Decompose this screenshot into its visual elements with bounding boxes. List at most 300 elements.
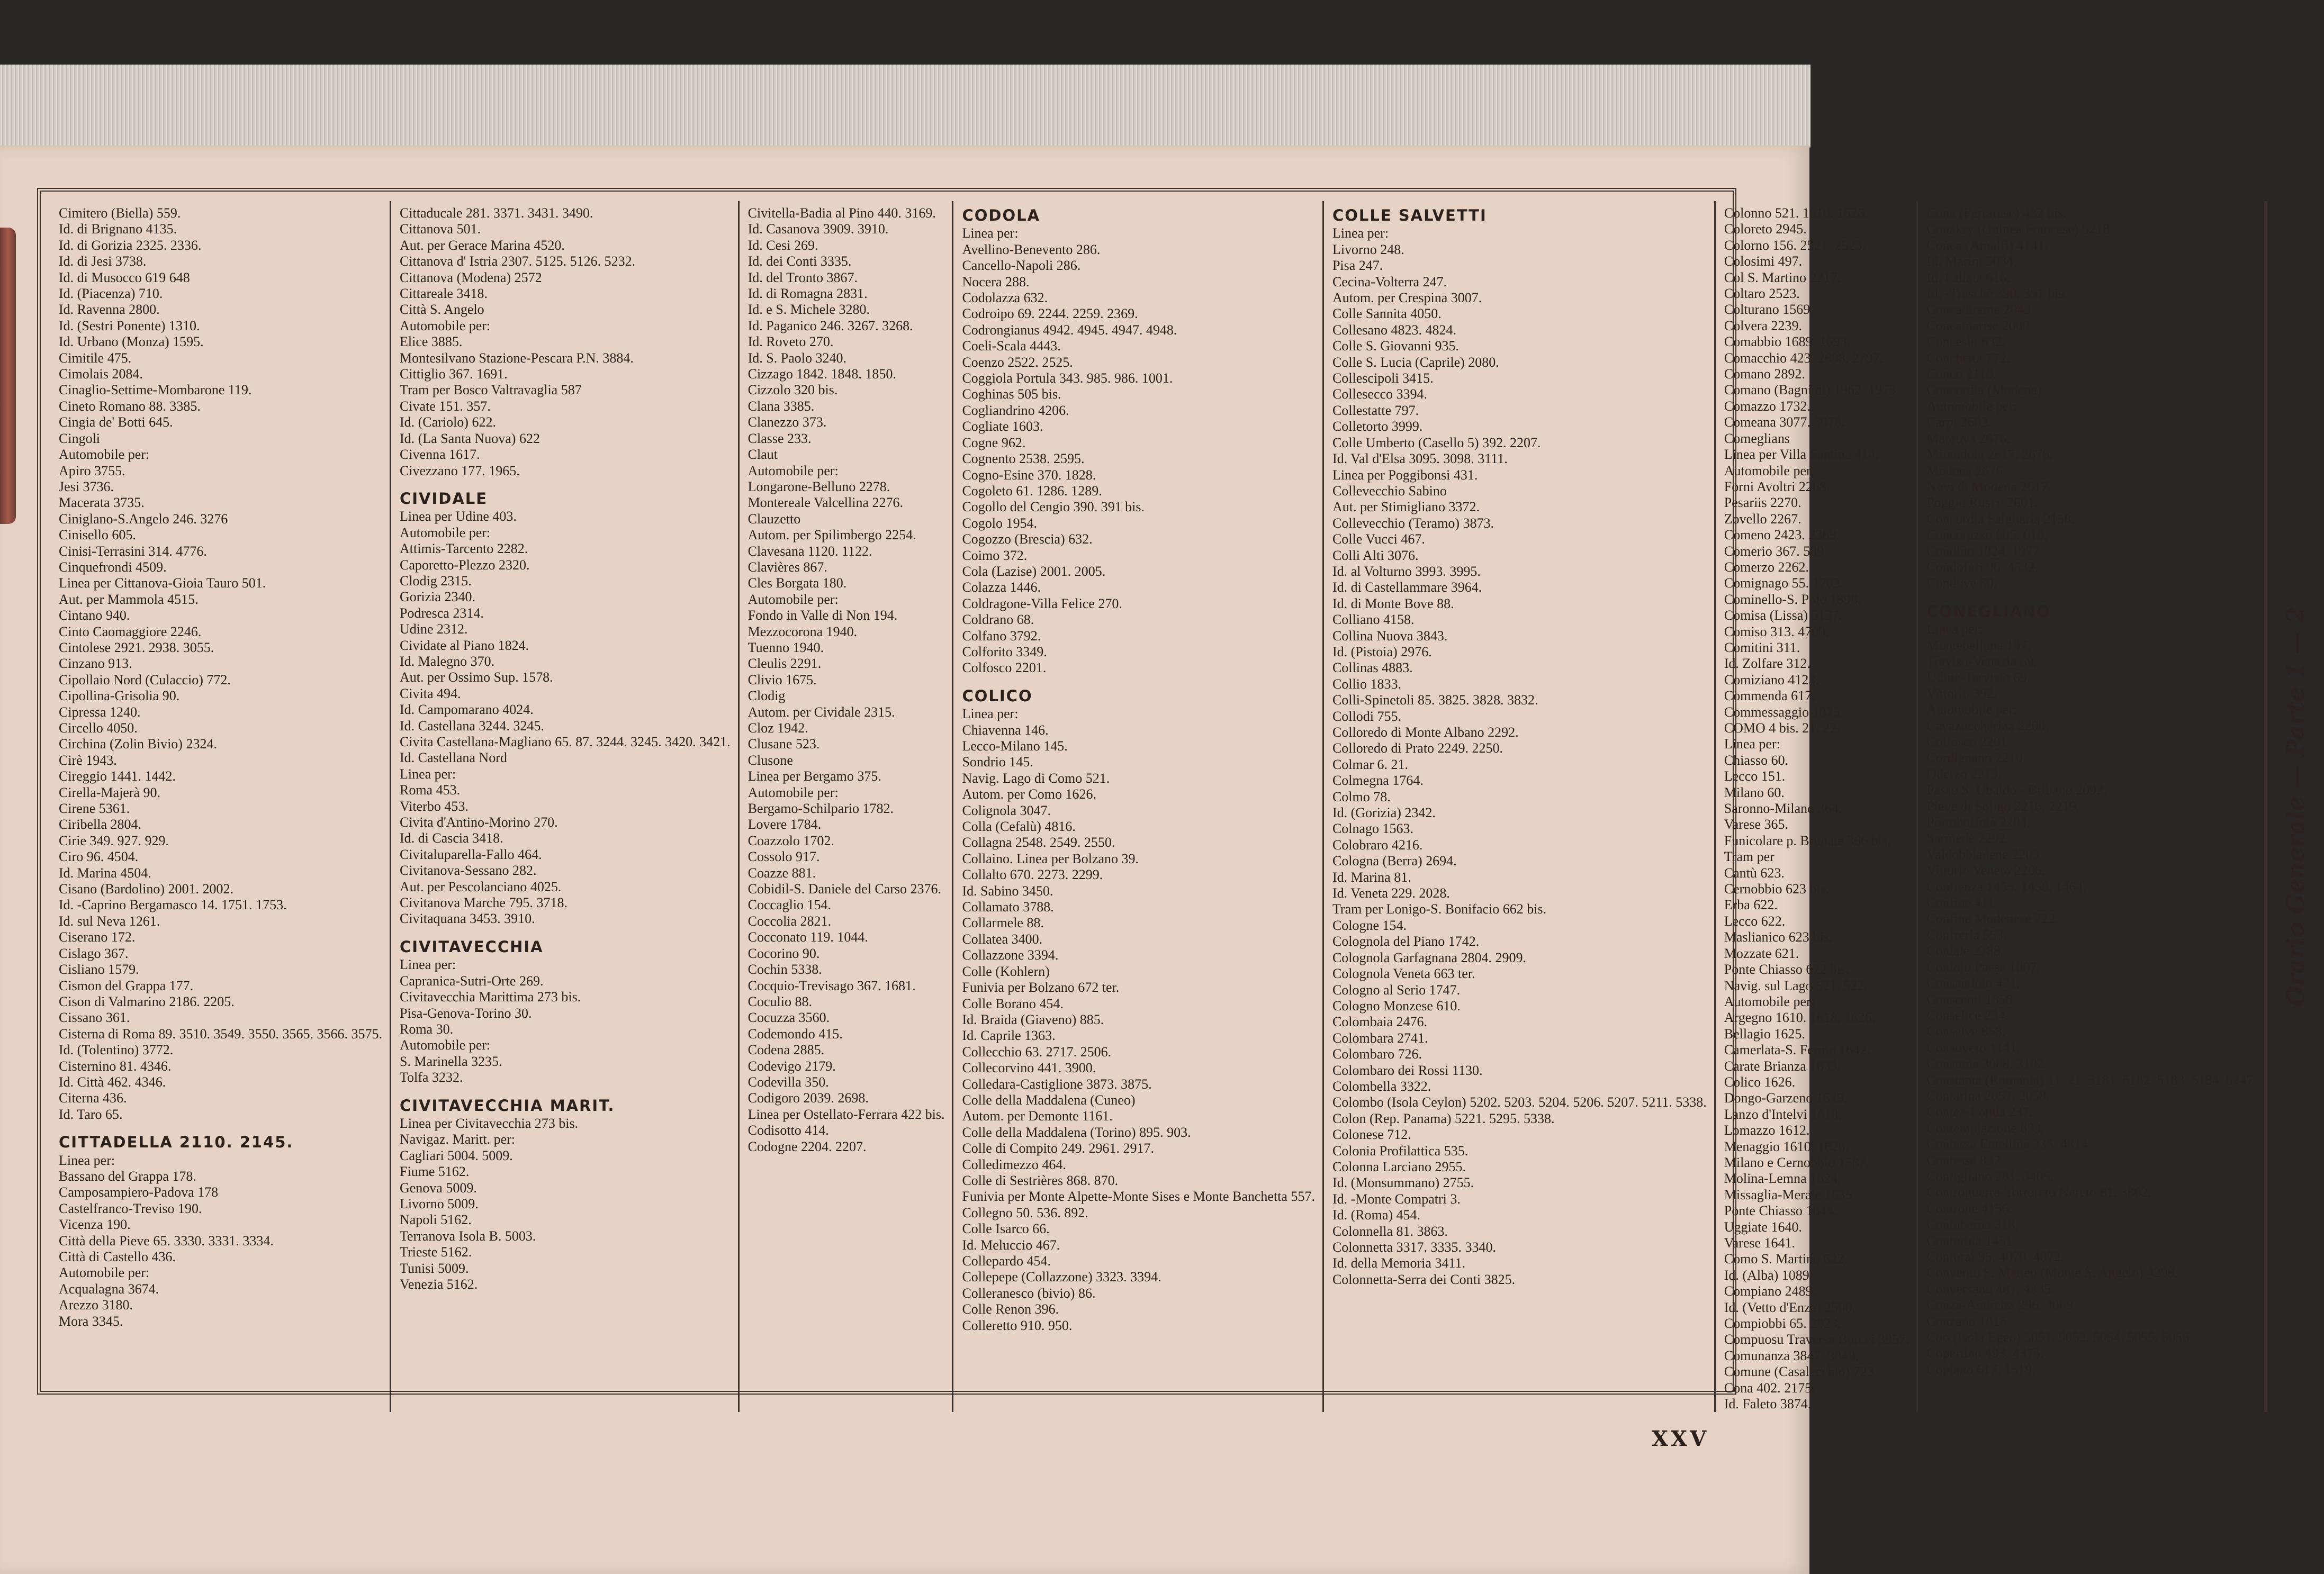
index-entry: Id. (Cariolo) 622. [399,414,496,430]
index-entry: Como S. Martino 622. [1724,1251,1848,1267]
index-entry: Comerio 367. 589. [1724,543,1827,559]
index-entry: Id. di Romagna 2831. [747,286,868,302]
index-entry: Funivia per Bolzano 672 ter. [962,980,1120,996]
index-entry: Cipollaio Nord (Culaccio) 772. [59,672,231,688]
index-entry: Id. (Sestri Ponente) 1310. [59,318,200,333]
index-entry: Cinzano 913. [59,656,132,672]
index-entry: Missaglia-Merate 1635. [1724,1187,1856,1202]
index-entry: Concordia Salgitaria 2158. [1926,511,2075,527]
index-entry: Cimolais 2084. [59,366,143,382]
index-entry: Comitini 311. [1724,639,1800,655]
index-entry: COMO 4 bis. 21. 22. [1724,720,1840,736]
index-entry: Cittareale 3418. [399,286,488,302]
index-entry: Uggiate 1640. [1724,1219,1803,1235]
index-entry: Forni Avoltri 2268. [1724,478,1830,494]
index-entry: Colosimi 497. [1724,254,1803,269]
index-entry: Collestatte 797. [1332,402,1419,418]
index-entry: Colli Alti 3076. [1332,547,1419,563]
index-entry: Dongo-Garzeno 1629. [1724,1090,1848,1106]
index-entry: Civate 151. 357. [399,398,491,414]
index-entry: Colfano 3792. [962,628,1041,644]
index-entry: Comune (Casalecchio) 723. [1724,1364,1878,1380]
index-entry: Comabbio 1689. 1693. [1724,334,1851,350]
index-entry: Codemondo 415. [747,1026,843,1042]
index-entry: Portobuffolè 2204. [1926,815,2031,830]
index-entry: Coimo 372. [962,547,1028,563]
index-entry: Coniale 2788. [1926,943,2004,959]
index-entry: Copiano 617. 1519. [1926,1361,2035,1377]
column-6 [1716,201,1918,1412]
index-entry: Cipressa 1240. [59,704,141,720]
index-entry: Venezia 5162. [399,1277,478,1292]
index-entry: Colleretto 910. 950. [962,1317,1073,1333]
index-entry: Comunanza 3847. 3849. [1724,1347,1859,1363]
index-entry: Codena 2885. [747,1042,825,1058]
index-entry: Id. Marina 4504. [59,865,151,881]
index-entry: Cocuzza 3560. [747,1010,830,1026]
index-entry: Poggio Rusco 2601. [1926,495,2038,511]
index-entry: Compiobbi 65. 2923. [1724,1316,1841,1332]
index-entry: Montereale Valcellina 2276. [747,495,904,511]
index-entry: Id. di Jesi 3738. [59,254,147,269]
index-entry: Gorizia 2340. [399,589,475,605]
index-entry: Id. (Roma) 454. [1332,1207,1421,1223]
index-entry: Automobile per: [399,524,491,540]
index-entry: Colombaro dei Rossi 1130. [1332,1062,1483,1078]
index-entry: Autom. per Cividale 2315. [747,704,895,720]
column-5 [1324,201,1716,1412]
index-entry: Cles Borgata 180. [747,575,847,591]
index-entry: Colonnella 81. 3863. [1332,1223,1448,1239]
index-entry: Commenda 617. [1724,688,1815,704]
index-entry: Mora 3345. [59,1313,123,1329]
index-entry: Milano 60. [1724,784,1785,800]
index-entry: Id. S. Paolo 3240. [747,350,846,366]
index-entry: Apiro 3755. [59,463,125,478]
index-entry: Cossolo 917. [747,849,820,865]
index-entry: Elice 3885. [399,334,463,350]
index-entry: Coazzolo 1702. [747,833,834,848]
index-entry: Sondrio 145. [962,754,1033,770]
index-entry: Fondo in Valle di Non 194. [747,608,898,623]
index-entry: Linea per: [399,957,456,973]
index-entry: Novi di Modena 2617. [1926,478,2051,494]
index-entry: Cittiglio 367. 1691. [399,366,508,382]
index-entry: Coazze 881. [747,865,816,881]
index-entry: Id. Ravenna 2800. [59,302,160,318]
index-entry: Clusone [747,752,793,768]
index-entry: Cogliate 1603. [962,419,1043,435]
index-entry: Classe 233. [747,430,812,446]
index-entry: Varese 1641. [1724,1235,1796,1251]
index-entry: Linea per Villa Santina 414. [1724,447,1879,463]
index-entry: Id. Val d'Elsa 3095. 3098. 3111. [1332,451,1508,467]
index-entry: Contesse 837. [1926,1152,2004,1168]
index-entry: Colforito 3349. [962,644,1047,659]
index-entry: Conza-Andretta 296. 4069. [1926,1297,2077,1313]
index-entry: Id. Faleto 3874. [1724,1396,1812,1412]
index-entry: Tunisi 5009. [399,1260,469,1276]
index-entry: Civitaluparella-Fallo 464. [399,846,542,862]
index-entry: Cogliandrino 4206. [962,402,1069,418]
index-entry: Id. della Memoria 3411. [1332,1255,1465,1271]
index-entry: Cocorino 90. [747,945,820,961]
index-entry: Civitanova Marche 795. 3718. [399,895,568,911]
index-entry: Mezzocorona 1940. [747,623,858,639]
index-entry: Codrongianus 4942. 4945. 4947. 4948. [962,322,1177,338]
index-entry: Confreria 553. [1926,927,2007,943]
index-entry: Cissano 361. [59,1010,130,1026]
index-entry: Tram per [1724,849,1774,865]
index-entry: Bassano del Grappa 178. [59,1168,196,1184]
index-entry: Cinto Caomaggiore 2246. [59,623,202,639]
index-entry: Cisterna di Roma 89. 3510. 3549. 3550. 3565. 3566. 3575. [59,1026,382,1042]
index-entry: Cineto Romano 88. 3385. [59,398,201,414]
index-entry: Coccaglio 154. [747,897,832,913]
index-entry: Cagliari 5004. 5009. [399,1147,513,1163]
index-entry: Pisa 247. [1332,258,1383,274]
section-heading: CONEGLIANO [1926,602,2051,620]
index-entry: Cona (Ferrarese) 432 bis. [1926,205,2067,221]
index-entry: Molina-Lemna 1624. [1724,1171,1841,1187]
index-entry: Mirandola 2617. 2676. [1926,447,2053,463]
index-entry: Cirie 349. 927. 929. [59,833,169,848]
index-entry: Id. Cesi 269. [747,237,818,253]
index-entry: Automobile per: [59,447,150,463]
index-entry: Ciro 96. 4504. [59,849,139,865]
index-entry: Colombaro 726. [1332,1046,1422,1062]
index-entry: Automobile per: [1926,702,2017,718]
index-entry: Colle Sannita 4050. [1332,306,1442,322]
index-entry: Cavazucchérina 2200. [1926,718,2049,734]
index-entry: Clanezzo 373. [747,414,827,430]
index-entry: Colognola Veneta 663 ter. [1332,966,1475,982]
index-entry: Confine Modenese 722. [1926,911,2059,927]
index-entry: Codigoro 2039. 2698. [747,1090,869,1106]
index-entry: Conversano 487. 4335. [1926,1281,2055,1297]
index-entry: Civitanova-Sessano 282. [399,863,537,879]
index-entry: Colle della Maddalena (Cuneo) [962,1092,1136,1108]
index-entry: Colnago 1563. [1332,821,1414,837]
index-entry: Comano (Bagni di) 1962. 1975. [1724,382,1899,398]
index-entry: Bergamo-Schilpario 1782. [747,801,894,817]
index-entry: Longarone-Belluno 2278. [747,478,890,494]
index-entry: Cogoleto 61. 1286. 1289. [962,483,1102,499]
index-entry: Commessaggio 1875. [1724,704,1844,720]
index-entry: Cingoli [59,430,101,446]
index-entry: Coeli-Scala 4443. [962,338,1061,354]
index-entry: Automobile per: [1724,463,1815,478]
index-entry: Colle di Sestrières 868. 870. [962,1172,1119,1188]
index-entry: Id. al Volturno 3993. 3995. [1332,563,1481,579]
index-entry: Pieve di Soligo 2216. 2219. [1926,798,2080,814]
column-1 [50,201,391,1412]
index-entry: Coghinas 505 bis. [962,386,1061,402]
index-entry: Col S. Martino 2217. [1724,269,1841,285]
index-entry: Conca (Amalfi) 4141. [1926,237,2048,253]
index-entry: Cinaglio-Settime-Mombarone 119. [59,382,252,398]
index-entry: Colvera 2239. [1724,318,1803,333]
index-entry: Cisliano 1579. [59,962,139,978]
index-entry: Cimitile 475. [59,350,132,366]
index-entry: Colonia Profilattica 535. [1332,1143,1469,1159]
index-entry: Collio 1833. [1332,676,1401,692]
index-entry: Saronno-Milano 364. [1724,801,1842,817]
index-entry: Conakry (Guinea Francese) 5218. [1926,221,2113,237]
index-entry: Lomazzo 1612. [1724,1123,1810,1138]
index-entry: Confine 411. [1926,895,1998,911]
index-entry: Colignola 3047. [962,802,1051,818]
index-entry: Collaino. Linea per Bolzano 39. [962,851,1139,866]
index-entry: Clodig [747,688,786,704]
index-entry: Contemplazione 833. [1926,1120,2044,1136]
index-entry: Livorno 5009. [399,1196,479,1211]
side-title: Orario Generale — Parte 1 — 2 [2282,607,2310,1007]
index-entry: Colombo (Isola Ceylon) 5202. 5203. 5204. 5206. 5207. 5211. 5338. [1332,1094,1707,1110]
index-entry: Conco 2110. [1926,366,1997,382]
index-entry: Cittanova d' Istria 2307. 5125. 5126. 5232. [399,254,636,269]
index-entry: Id. di Monte Bove 88. [1332,595,1454,611]
index-entry: Jesi 3736. [59,478,114,494]
index-entry: Cernobbio 623 bis. [1724,881,1830,897]
index-entry: Erba 622. [1724,897,1778,913]
index-entry: Id. Zolfare 312. [1724,656,1810,672]
index-entry: Collesano 4823. 4824. [1332,322,1456,338]
index-entry: Udine-Tarvisio 69. [1926,670,2031,685]
index-entry: Cleulis 2291. [747,656,822,672]
index-entry: Camerlata-S. Fermo 1642. [1724,1042,1870,1058]
index-entry: Colle Renon 396. [962,1301,1059,1317]
index-entry: Cognento 2538. 2595. [962,451,1085,467]
index-entry: Colle Borano 454. [962,996,1064,1011]
index-entry: Treviso-Venezia 69. [1926,653,2037,669]
index-entry: Id. Veneta 229. 2028. [1332,885,1450,901]
index-entry: Linea per: [399,766,456,782]
index-entry: Lovere 1784. [747,817,822,833]
index-entry: Coltaro 2523. [1724,286,1800,302]
section-heading: COLICO [962,686,1033,705]
index-entry: Collina Nuova 3843. [1332,628,1448,644]
index-entry: Colico 1626. [1724,1074,1796,1090]
index-entry: Cisternino 81. 4346. [59,1058,172,1074]
index-entry: Nocera 288. [962,274,1030,290]
index-entry: Comisa (Lissa) 5137. [1724,608,1842,623]
index-entry: Concordia (Modena) [1926,382,2042,398]
index-entry: Comeana 3077. 3078. [1724,414,1845,430]
index-entry: Collinas 4883. [1332,660,1413,676]
index-entry: Colle Vucci 467. [1332,531,1425,547]
index-entry: Genova 5009. [399,1180,477,1196]
index-entry: Cogno-Esine 370. 1828. [962,467,1096,483]
index-entry: Città S. Angelo [399,302,484,318]
index-entry: Bellagio 1625. [1724,1026,1805,1042]
index-entry: Caporetto-Plezzo 2320. [399,557,530,573]
index-entry: Pesariis 2270. [1724,495,1801,511]
index-entry: Colonnetta 3317. 3335. 3340. [1332,1240,1497,1255]
index-entry: Cintolese 2921. 2938. 3055. [59,639,214,655]
index-entry: Contea-Londa 237. [1926,1104,2033,1120]
index-entry: Circhina (Zolin Bivio) 2324. [59,736,217,752]
index-entry: Cinquefrondi 4509. [59,559,167,575]
index-entry: Modena 2676. [1926,463,2006,478]
index-entry: Varese 365. [1724,817,1789,833]
index-entry: Comano 2892. [1724,366,1805,382]
index-entry: Conturbia 1451. [1926,1233,2016,1249]
index-entry: Cimitero (Biella) 559. [59,205,181,221]
index-entry: Collecorvino 441. 3900. [962,1060,1096,1076]
index-entry: Vittorio Veneto 2206. [1926,863,2046,879]
index-entry: Conselve 658. [1926,1024,2006,1039]
index-entry: Colon (Rep. Panama) 5221. 5295. 5338. [1332,1110,1555,1126]
index-entry: Colledara-Castiglione 3873. 3875. [962,1076,1152,1092]
index-entry: Cologno Monzese 610. [1332,998,1461,1014]
index-entry: Ciribella 2804. [59,817,141,833]
index-entry: Autom. per Crespina 3007. [1332,290,1482,306]
index-entry: Confienza 1455. 1458. 1464. [1926,879,2087,894]
index-entry: Lecco 622. [1724,913,1786,929]
index-entry: Linea per: [1332,225,1389,241]
index-entry: Coldragone-Villa Felice 270. [962,595,1122,611]
index-entry: Maslianico 623 bis. [1724,929,1833,945]
index-entry: Coggiola Portula 343. 985. 986. 1001. [962,370,1173,386]
index-entry: Automobile per: [747,591,839,607]
index-entry: Codevilla 350. [747,1074,829,1090]
index-entry: Collevecchio Sabino [1332,483,1447,499]
index-entry: Pisa-Genova-Torino 30. [399,1005,532,1021]
index-entry: Id. (Monsummano) 2755. [1332,1175,1474,1191]
index-entry: Collalto 670. 2273. 2299. [962,867,1103,883]
index-entry: Cipollina-Grisolia 90. [59,688,180,704]
index-entry: Tram per Bosco Valtravaglia 587 [399,382,582,398]
index-entry: Id. Taro 65. [59,1106,123,1122]
index-entry: Cirè 1943. [59,752,117,768]
index-entry: Cislago 367. [59,945,129,961]
index-entry: Colliano 4158. [1332,612,1415,628]
index-entry: Colleranesco (bivio) 86. [962,1285,1096,1301]
index-entry: Milano e Cernobbio 1587. [1724,1154,1870,1170]
index-entry: Zovello 2267. [1724,511,1801,527]
index-entry: Podresca 2314. [399,605,484,621]
index-entry: Colorno 156. 2521. 2523. [1724,237,1866,253]
index-entry: Consandolo 421. [1926,975,2020,991]
index-entry: Codolazza 632. [962,290,1048,306]
index-entry: Contarina 2057. 2058. [1926,1088,2050,1103]
index-entry: Id. di Gorizia 2325. 2336. [59,237,202,253]
index-entry: Cirene 5361. [59,801,130,817]
index-entry: Cittanova 501. [399,221,481,237]
index-entry: Condino 1824. 1977. [1926,543,2043,559]
index-entry: Navig. Lago di Como 521. [962,770,1110,786]
index-entry: Cogolo 1954. [962,515,1038,531]
index-entry: Colle (Kohlern) [962,963,1050,979]
index-entry: Colfosco 2201. [1926,734,2011,749]
index-entry: Automobile per: [747,463,839,478]
index-entry: Colle della Maddalena (Torino) 895. 903. [962,1124,1191,1140]
index-entry: Colle di Compito 249. 2961. 2917. [962,1141,1155,1156]
index-entry: Cison di Valmarino 2186. 2205. [59,993,235,1009]
index-entry: Funivia per Monte Alpette-Monte Sises e Monte Banchetta 557. [962,1189,1315,1205]
index-entry: Civita 494. [399,685,461,701]
index-entry: Collegno 50. 536. 892. [962,1205,1088,1220]
index-entry: Camposampiero-Padova 178 [59,1184,219,1200]
index-entry: Cologno al Serio 1747. [1332,982,1461,998]
index-entry: Colle Umberto (Casello 5) 392. 2207. [1332,435,1541,450]
index-entry: Colonna Larciano 2955. [1332,1159,1466,1174]
index-entry: Automobile per: [747,784,839,800]
index-entry: Collecchio 63. 2717. 2506. [962,1044,1112,1060]
index-entry: Coloreto 2945. [1724,221,1807,237]
index-entry: Id. di Cascia 3418. [399,830,503,846]
index-entry: Cisano (Bardolino) 2001. 2002. [59,881,234,897]
index-entry: Chiasso 60. [1724,752,1789,768]
index-entry: Clauzetto [747,511,801,527]
index-entry: Id. -Monte Compatri 3. [1332,1191,1461,1207]
index-entry: Id. di Musocco 619 648 [59,269,190,285]
index-entry: Colledimezzo 464. [962,1156,1066,1172]
index-entry: Colle S. Lucia (Caprile) 2080. [1332,354,1499,370]
index-entry: Compuosu Traversa Burcei 3957. [1724,1332,1909,1347]
index-entry: Conchetta 772. [1926,350,2010,366]
index-entry: Id. (Piacenza) 710. [59,286,163,302]
index-entry: Autom. per Demonte 1161. [962,1108,1113,1124]
index-entry: Cinisi-Terrasini 314. 4776. [59,543,207,559]
index-entry: Collagna 2548. 2549. 2550. [962,835,1115,851]
index-entry: Linea per Civitavecchia 273 bis. [399,1115,579,1131]
index-entry: Aut. per Ossimo Sup. 1578. [399,670,553,685]
index-entry: Comeglians [1724,430,1790,446]
column-2 [391,201,740,1412]
index-entry: Cocquio-Trevisago 367. 1681. [747,978,916,993]
index-entry: Vicenza 190. [59,1217,131,1233]
index-entry: Trieste 5162. [399,1244,472,1260]
index-entry: Comignago 55. 1703. [1724,575,1844,591]
index-entry: Consovero 1141. [1926,1039,2020,1055]
index-entry: Lecco 151. [1724,768,1786,784]
index-entry: Condove 50. [1926,575,1997,591]
index-entry: Cola (Lazise) 2001. 2005. [962,563,1106,579]
index-entry: Id. Città 462. 4346. [59,1074,166,1090]
index-entry: Comazzo 1732. [1724,398,1810,414]
index-entry: Cittaducale 281. 3371. 3431. 3490. [399,205,593,221]
index-entry: Clodig 2315. [399,573,472,589]
index-entry: Convento S. Matteo (Monte S. Angelo) 4298. [1926,1265,2178,1281]
index-entry: Id. Campomarano 4024. [399,702,534,718]
index-entry: Id. Paganico 246. 3267. 3268. [747,318,913,333]
index-entry: Civitella-Badia al Pino 440. 3169. [747,205,936,221]
index-entry: Colobraro 4216. [1332,837,1423,853]
index-entry: Civitavecchia Marittima 273 bis. [399,989,581,1005]
column-4 [953,201,1324,1412]
index-entry: Navig. sul Lago 521. 522. [1724,978,1868,993]
index-entry: Civita d'Antino-Morino 270. [399,815,558,830]
index-entry: Comiziano 4123. [1724,672,1819,688]
index-entry: Colombella 3322. [1332,1078,1431,1094]
index-entry: Collazzone 3394. [962,947,1059,963]
index-entry: Montebelluna 197. [1926,637,2031,653]
index-entry: Carate Brianza 1633. [1724,1058,1841,1074]
index-entry: Ciniglano-S.Angelo 246. 3276 [59,511,228,527]
index-entry: Consuma 3088. 3102. [1926,1056,2048,1072]
index-entry: Funicolare p. Brunate 366 bis. [1724,833,1891,848]
index-entry: Citerna 436. [59,1090,127,1106]
index-entry: Circello 4050. [59,720,138,736]
index-entry: Colognola Garfagnana 2804. 2909. [1332,949,1527,965]
index-entry: Id. Fallata 616. [1926,269,2010,285]
index-entry: Lanzo d'Intelvi 1618. [1724,1106,1842,1122]
index-entry: Automobile per: [1926,398,2017,414]
index-entry: Condofuri 96. 4532. [1926,559,2039,575]
index-entry: Linea per: [59,1152,115,1168]
